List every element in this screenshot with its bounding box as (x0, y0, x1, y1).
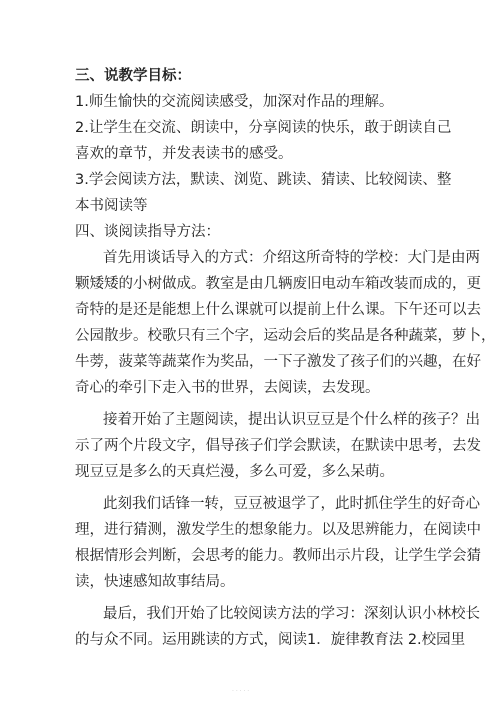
paragraph-3-line-2: 理，进行猜测，激发学生的想象能力。以及思辨能力，在阅读中 (75, 522, 481, 538)
paragraph-1-line-2: 颗矮矮的小树做成。教室是由几辆废旧电动车箱改装而成的，更 (75, 276, 481, 292)
paragraph-1-line-4: 公园散步。校歌只有三个字，运动会后的奖品是各种蔬菜，萝卜， (75, 328, 496, 344)
paragraph-4-line-2: 的与众不同。运用跳读的方式，阅读1．旋律教育法 2.校园里 (75, 632, 466, 648)
paragraph-2-line-3: 现豆豆是多么的天真烂漫，多么可爱，多么呆萌。 (75, 464, 394, 480)
paragraph-1-line-1: 首先用谈话导入的方式：介绍这所奇特的学校：大门是由两 (103, 250, 480, 266)
goal-item-3-line-1: 3.学会阅读方法，默读、浏览、跳读、猜读、比较阅读、整 (75, 172, 452, 188)
paragraph-2-line-1: 接着开始了主题阅读，提出认识豆豆是个什么样的孩子？出 (103, 412, 480, 428)
paragraph-3-line-3: 根据情形会判断，会思考的能力。教师出示片段，让学生学会猜 (75, 548, 481, 564)
paragraph-1-line-3: 奇特的是还是能想上什么课就可以提前上什么课。下午还可以去 (75, 302, 481, 318)
paragraph-3-line-1: 此刻我们话锋一转，豆豆被退学了，此时抓住学生的好奇心 (103, 496, 480, 512)
paragraph-1-line-5: 牛蒡，菠菜等蔬菜作为奖品，一下子激发了孩子们的兴趣，在好 (75, 354, 481, 370)
section-heading-teaching-goals: 三、说教学目标： (75, 68, 191, 84)
footer-watermark: · · · · · (232, 688, 250, 695)
goal-item-2-line-2: 喜欢的章节，并发表读书的感受。 (75, 146, 293, 162)
goal-item-1: 1.师生愉快的交流阅读感受，加深对作品的理解。 (75, 94, 394, 110)
goal-item-2-line-1: 2.让学生在交流、朗读中，分享阅读的快乐，敢于朗读自己 (75, 120, 452, 136)
paragraph-2-line-2: 示了两个片段文字，倡导孩子们学会默读，在默读中思考，去发 (75, 438, 481, 454)
paragraph-3-line-4: 读，快速感知故事结局。 (75, 574, 235, 590)
goal-item-3-line-2: 本书阅读等 (75, 198, 148, 214)
paragraph-1-line-6: 奇心的牵引下走入书的世界，去阅读，去发现。 (75, 380, 380, 396)
paragraph-4-line-1: 最后，我们开始了比较阅读方法的学习：深刻认识小林校长 (103, 606, 480, 622)
section-heading-reading-guidance: 四、谈阅读指导方法： (75, 224, 220, 240)
